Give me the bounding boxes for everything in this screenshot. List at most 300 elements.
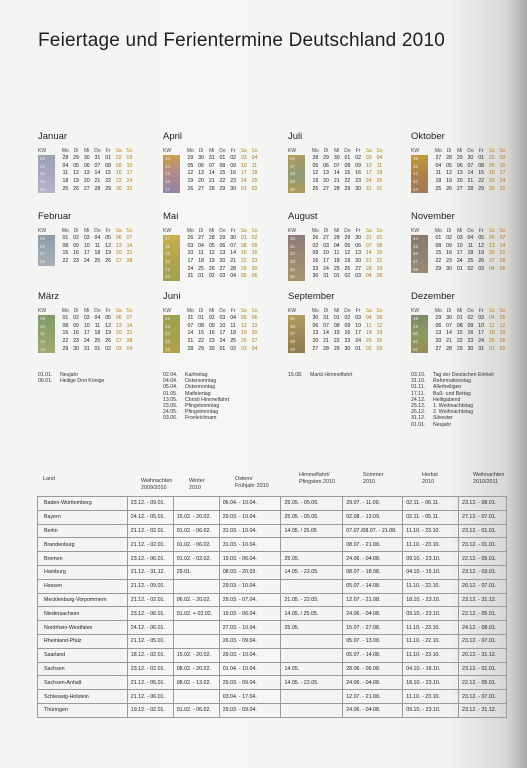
week-number: 26 <box>290 156 296 161</box>
day-cell: 15 <box>105 170 111 177</box>
day-cell: 05 <box>208 242 215 249</box>
day-cell: 12 <box>376 322 383 329</box>
day-cell: 17 <box>83 250 90 257</box>
day-cell: 31 <box>83 345 90 352</box>
weekday-label: Di <box>73 228 79 234</box>
holiday-period: 31.03. - 10.04. <box>219 524 281 538</box>
holiday-period: 18.12. - 02.01. <box>127 648 173 662</box>
day-cell: 18 <box>488 330 495 337</box>
day-cell: 01 <box>198 273 204 280</box>
weekday-label: Do <box>94 148 101 154</box>
holiday-name: Tag der Deutschen Einheit <box>433 372 494 378</box>
weekday-label: Mi <box>209 148 215 154</box>
day-cell: 21 <box>94 178 101 185</box>
week-row <box>163 346 275 354</box>
day-cell: 25 <box>333 265 340 272</box>
weekday-label: Fr <box>230 148 236 154</box>
table-row <box>38 593 507 607</box>
day-cell: 02 <box>365 345 372 352</box>
day-cell: 26 <box>187 235 194 241</box>
day-cell: 22 <box>62 338 69 345</box>
weekday-label: So <box>251 148 258 154</box>
day-cell: 22 <box>478 178 484 185</box>
day-cell: 14 <box>230 250 236 257</box>
week-number: 45 <box>413 243 419 249</box>
weekday-label: Mi <box>457 308 463 314</box>
week-row <box>288 315 400 323</box>
day-cell: 01 <box>198 315 204 321</box>
month-grid <box>411 147 523 193</box>
week-number: 22 <box>165 274 171 280</box>
day-cell: 24 <box>219 338 226 345</box>
state-name: Bremen <box>38 552 128 566</box>
day-cell: 29 <box>435 315 442 321</box>
holiday-period: 27.12. - 07.01. <box>459 510 507 524</box>
day-cell: 27 <box>435 155 442 161</box>
holiday-period: 05.07. - 14.08. <box>343 648 403 662</box>
week-row <box>411 346 523 354</box>
day-cell: 24 <box>355 338 361 345</box>
day-cell: 11 <box>467 242 474 249</box>
day-cell: 06 <box>323 162 329 169</box>
day-cell: 22 <box>376 258 383 265</box>
week-row <box>38 330 150 338</box>
week-row <box>411 243 523 251</box>
day-cell: 24 <box>499 178 506 185</box>
day-cell: 05 <box>499 315 506 321</box>
day-cell: 12 <box>446 170 452 177</box>
weekday-label: So <box>376 228 383 234</box>
weekday-label: Di <box>323 228 329 234</box>
state-name: Hessen <box>38 579 128 593</box>
day-cell: 19 <box>105 250 111 257</box>
day-cell: 29 <box>478 185 484 192</box>
week-number: 51 <box>413 339 419 345</box>
state-name: Mecklenburg-Vorpommern <box>38 593 128 607</box>
weekday-label: KW <box>163 148 172 154</box>
month-name: April <box>163 131 183 142</box>
day-cell: 18 <box>62 178 69 185</box>
day-cell: 03 <box>365 155 372 161</box>
table-header <box>37 468 507 496</box>
day-cell: 31 <box>478 345 484 352</box>
week-row <box>411 170 523 178</box>
weekday-label: KW <box>288 308 297 314</box>
weekday-label: Sa <box>488 308 495 314</box>
week-row <box>38 170 150 178</box>
day-cell: 04 <box>251 155 258 161</box>
day-cell: 28 <box>323 345 329 352</box>
day-cell: 21 <box>187 338 194 345</box>
day-cell: 05 <box>499 265 506 272</box>
month-name: Juli <box>288 131 303 142</box>
day-cell: 26 <box>73 185 79 192</box>
day-cell: 01 <box>376 185 383 192</box>
weekday-label: KW <box>288 148 297 154</box>
month-name: Februar <box>38 211 72 222</box>
weekday-label: Sa <box>488 228 495 234</box>
day-cell: 04 <box>467 235 474 241</box>
day-cell: 18 <box>467 250 474 257</box>
day-cell: 15 <box>240 250 247 257</box>
weekday-label: Mo <box>311 148 319 154</box>
day-cell: 13 <box>323 170 329 177</box>
month-dezember <box>411 291 523 353</box>
day-cell: 21 <box>499 250 506 257</box>
day-cell: 30 <box>73 345 79 352</box>
holiday-name: Heiligabend <box>433 396 461 403</box>
weekday-label: Sa <box>488 148 495 154</box>
day-cell: 11 <box>334 250 340 257</box>
week-row <box>288 186 400 194</box>
weekday-label: Sa <box>365 228 372 234</box>
day-cell: 28 <box>467 185 474 192</box>
day-cell: 20 <box>83 178 90 185</box>
holiday-date: 24.12. <box>411 396 426 403</box>
day-cell: 10 <box>323 250 329 257</box>
day-cell: 29 <box>435 265 442 272</box>
holiday-period: 02.08. - 13.09. <box>343 510 403 524</box>
day-cell: 03 <box>83 235 90 241</box>
weekday-label: Mo <box>311 308 319 314</box>
day-cell: 06 <box>435 322 442 329</box>
day-cell: 28 <box>312 155 319 161</box>
week-number: 50 <box>413 331 419 337</box>
holiday-name: Silvester <box>433 415 453 422</box>
holiday-period <box>281 538 343 552</box>
month-name: Juni <box>163 291 181 302</box>
day-cell: 20 <box>115 250 122 257</box>
day-cell: 24 <box>478 338 484 345</box>
day-cell: 12 <box>478 242 484 249</box>
month-juni <box>163 291 275 353</box>
day-cell: 26 <box>312 235 319 241</box>
holiday-period: 21.12. - 06.01. <box>127 690 173 704</box>
holiday-period: 29.01. <box>173 565 219 579</box>
day-cell: 15 <box>62 250 69 257</box>
holiday-period: 28.06. - 06.08. <box>343 662 403 676</box>
day-cell: 20 <box>198 178 204 185</box>
weekday-label: So <box>251 228 258 234</box>
day-cell: 27 <box>198 185 204 192</box>
month-mai <box>163 211 275 281</box>
day-cell: 17 <box>219 330 226 337</box>
day-cell: 05 <box>187 162 194 169</box>
weekday-label: KW <box>288 228 297 234</box>
day-cell: 05 <box>376 315 383 321</box>
holiday-period <box>281 634 343 648</box>
holiday-entry <box>163 415 229 421</box>
week-row <box>163 330 275 338</box>
holiday-period: 21.12. - 09.01. <box>127 579 173 593</box>
day-cell: 18 <box>365 330 372 337</box>
holiday-name: Heilige Drei Könige <box>60 378 105 385</box>
table-row <box>38 703 507 717</box>
month-grid <box>411 307 523 353</box>
day-cell: 04 <box>365 273 372 280</box>
day-cell: 29 <box>333 345 340 352</box>
holiday-period: 01.04. - 10.04. <box>219 662 281 676</box>
holiday-date: 23.05. <box>163 403 178 410</box>
holiday-period: 11.10. - 23.10. <box>403 538 459 552</box>
week-number: 30 <box>290 186 296 192</box>
day-cell: 30 <box>355 185 361 192</box>
day-cell: 21 <box>365 258 372 265</box>
month-grid <box>288 227 400 281</box>
day-cell: 27 <box>115 258 122 265</box>
day-cell: 31 <box>94 155 101 161</box>
weekday-label: Fr <box>478 148 484 154</box>
day-cell: 22 <box>198 338 204 345</box>
day-cell: 05 <box>73 162 79 169</box>
week-row <box>411 315 523 323</box>
day-cell: 23 <box>488 178 495 185</box>
day-cell: 08 <box>333 322 340 329</box>
weekday-label: Do <box>344 308 351 314</box>
holiday-period: 21.12. - 31.12. <box>127 565 173 579</box>
day-cell: 15 <box>219 170 226 177</box>
day-cell: 08 <box>219 162 226 169</box>
day-cell: 22 <box>240 258 247 265</box>
day-cell: 30 <box>251 265 258 272</box>
month-grid <box>38 147 150 193</box>
day-cell: 20 <box>251 330 258 337</box>
week-row <box>38 186 150 194</box>
day-cell: 02 <box>467 315 474 321</box>
weekday-header <box>411 307 523 315</box>
day-cell: 13 <box>198 170 204 177</box>
day-cell: 06 <box>488 235 495 241</box>
state-name: Brandenburg <box>38 538 128 552</box>
weekday-label: Mo <box>186 228 194 234</box>
day-cell: 24 <box>126 178 133 185</box>
day-cell: 03 <box>499 155 506 161</box>
week-number: 35 <box>290 274 296 280</box>
day-cell: 28 <box>230 265 236 272</box>
weekday-label: KW <box>38 148 47 154</box>
day-cell: 06 <box>83 162 90 169</box>
holiday-period: 08.07. - 18.08. <box>343 565 403 579</box>
holiday-period: 23.12. - 31.12. <box>459 593 507 607</box>
weekday-label: Di <box>73 148 79 154</box>
day-cell: 01 <box>62 235 69 241</box>
week-number: 06 <box>40 243 46 249</box>
holiday-period <box>173 634 219 648</box>
day-cell: 29 <box>344 185 351 192</box>
week-row <box>163 315 275 323</box>
holiday-date: 05.04. <box>163 384 178 391</box>
week-number: 11 <box>40 331 45 337</box>
week-row <box>288 346 400 354</box>
holiday-period: 01.02. - 06.02. <box>173 703 219 717</box>
day-cell: 19 <box>344 258 351 265</box>
day-cell: 11 <box>230 322 236 329</box>
week-number: 49 <box>413 323 419 329</box>
day-cell: 17 <box>126 170 133 177</box>
weekday-label: Mo <box>61 228 69 234</box>
weekday-label: Mi <box>457 228 463 234</box>
holiday-date: 03.10. <box>411 372 426 378</box>
month-name: Januar <box>38 131 68 142</box>
day-cell: 10 <box>126 162 133 169</box>
day-cell: 07 <box>365 242 372 249</box>
day-cell: 08 <box>344 162 351 169</box>
holiday-entry <box>411 422 494 428</box>
day-cell: 29 <box>323 155 329 161</box>
day-cell: 16 <box>446 250 452 257</box>
table-row <box>38 648 507 662</box>
day-cell: 09 <box>230 162 236 169</box>
day-cell: 24 <box>83 258 90 265</box>
day-cell: 15 <box>456 330 463 337</box>
holiday-date: 13.05. <box>163 396 178 403</box>
day-cell: 08 <box>105 162 111 169</box>
holiday-period: 23.12. - 09.01. <box>127 497 173 511</box>
holiday-period: 21.12. - 02.01. <box>127 593 173 607</box>
holiday-period: 05.07. - 13.08. <box>343 634 403 648</box>
state-name: Niedersachsen <box>38 607 128 621</box>
day-cell: 05 <box>344 242 351 249</box>
day-cell: 29 <box>187 155 194 161</box>
day-cell: 17 <box>187 258 194 265</box>
holiday-name: 2. Weihnachtstag <box>433 409 473 416</box>
holiday-name: Mariä Himmelfahrt <box>310 372 353 378</box>
day-cell: 26 <box>105 258 111 265</box>
week-row <box>38 163 150 171</box>
week-number: 41 <box>413 171 419 177</box>
month-august <box>288 211 400 281</box>
week-number: 35 <box>290 316 296 321</box>
holiday-period <box>173 579 219 593</box>
day-cell: 05 <box>105 235 111 241</box>
day-cell: 25 <box>435 185 442 192</box>
day-cell: 22 <box>219 178 226 185</box>
day-cell: 12 <box>344 250 351 257</box>
weekday-label: Sa <box>365 148 372 154</box>
day-cell: 26 <box>499 338 506 345</box>
day-cell: 06 <box>219 242 226 249</box>
holiday-date: 01.01. <box>411 421 426 428</box>
week-number: 43 <box>413 186 419 192</box>
day-cell: 21 <box>230 258 236 265</box>
day-cell: 06 <box>115 235 122 241</box>
day-cell: 30 <box>446 265 452 272</box>
day-cell: 01 <box>333 273 340 280</box>
day-cell: 15 <box>333 330 340 337</box>
week-row <box>163 163 275 171</box>
week-number: 05 <box>40 236 46 241</box>
day-cell: 15 <box>62 330 69 337</box>
day-cell: 15 <box>478 170 484 177</box>
day-cell: 25 <box>94 338 101 345</box>
day-cell: 14 <box>446 330 452 337</box>
holiday-period: 29.03. - 07.04. <box>219 593 281 607</box>
day-cell: 14 <box>187 330 194 337</box>
holiday-period <box>281 690 343 704</box>
weekday-label: Mo <box>186 148 194 154</box>
month-name: September <box>288 291 335 302</box>
day-cell: 11 <box>435 170 442 177</box>
holiday-date: 31.12. <box>411 415 426 422</box>
day-cell: 25 <box>467 258 474 265</box>
day-cell: 06 <box>251 273 258 280</box>
table-row <box>38 676 507 690</box>
week-row <box>411 338 523 346</box>
weekday-label: Fr <box>478 308 484 314</box>
day-cell: 29 <box>456 155 463 161</box>
day-cell: 18 <box>198 258 204 265</box>
weekday-label: KW <box>38 228 47 234</box>
state-name: Rheinland-Pfalz <box>38 634 128 648</box>
week-row <box>163 266 275 274</box>
week-number: 13 <box>40 346 46 352</box>
weekday-label: Mi <box>334 308 340 314</box>
week-row <box>163 338 275 346</box>
day-cell: 01 <box>333 315 340 321</box>
holiday-period: 19.03. - 06.04. <box>219 552 281 566</box>
holiday-period: 12.07. - 21.08. <box>343 593 403 607</box>
weekday-label: Fr <box>355 228 361 234</box>
day-cell: 04 <box>230 315 236 321</box>
day-cell: 03 <box>478 315 484 321</box>
day-cell: 29 <box>73 155 79 161</box>
day-cell: 14 <box>94 170 101 177</box>
day-cell: 02 <box>344 273 351 280</box>
day-cell: 08 <box>456 322 463 329</box>
weekday-label: Mo <box>434 228 442 234</box>
day-cell: 14 <box>467 170 474 177</box>
holiday-period: 15.07. - 27.08. <box>343 621 403 635</box>
holiday-period: 04.10. - 15.10. <box>403 565 459 579</box>
month-grid <box>288 307 400 353</box>
column-header: Sommer 2010 <box>363 472 384 485</box>
day-cell: 09 <box>467 322 474 329</box>
day-cell: 02 <box>73 235 79 241</box>
day-cell: 30 <box>83 155 90 161</box>
day-cell: 08 <box>240 242 247 249</box>
day-cell: 14 <box>365 250 372 257</box>
week-row <box>288 243 400 251</box>
day-cell: 16 <box>355 170 361 177</box>
day-cell: 29 <box>376 265 383 272</box>
weekday-label: Do <box>219 308 226 314</box>
holiday-period: 29.03. - 10.04. <box>219 510 281 524</box>
holiday-period: 24.06. - 04.08. <box>343 676 403 690</box>
month-grid <box>38 227 150 266</box>
month-grid <box>163 307 275 353</box>
day-cell: 06 <box>115 315 122 321</box>
day-cell: 16 <box>230 170 236 177</box>
week-row <box>38 346 150 354</box>
day-cell: 30 <box>467 155 474 161</box>
week-row <box>163 186 275 194</box>
day-cell: 29 <box>240 265 247 272</box>
day-cell: 04 <box>435 162 442 169</box>
day-cell: 26 <box>344 265 351 272</box>
holiday-date: 03.06. <box>163 415 178 422</box>
week-number: 21 <box>165 266 171 272</box>
day-cell: 27 <box>456 185 463 192</box>
day-cell: 10 <box>456 242 463 249</box>
day-cell: 10 <box>219 322 226 329</box>
weekday-label: Sa <box>240 308 247 314</box>
day-cell: 07 <box>230 242 236 249</box>
week-number: 09 <box>40 316 46 321</box>
day-cell: 03 <box>456 235 463 241</box>
day-cell: 21 <box>446 338 452 345</box>
holiday-period: 05.07. - 14.08. <box>343 579 403 593</box>
weekday-label: KW <box>163 308 172 314</box>
